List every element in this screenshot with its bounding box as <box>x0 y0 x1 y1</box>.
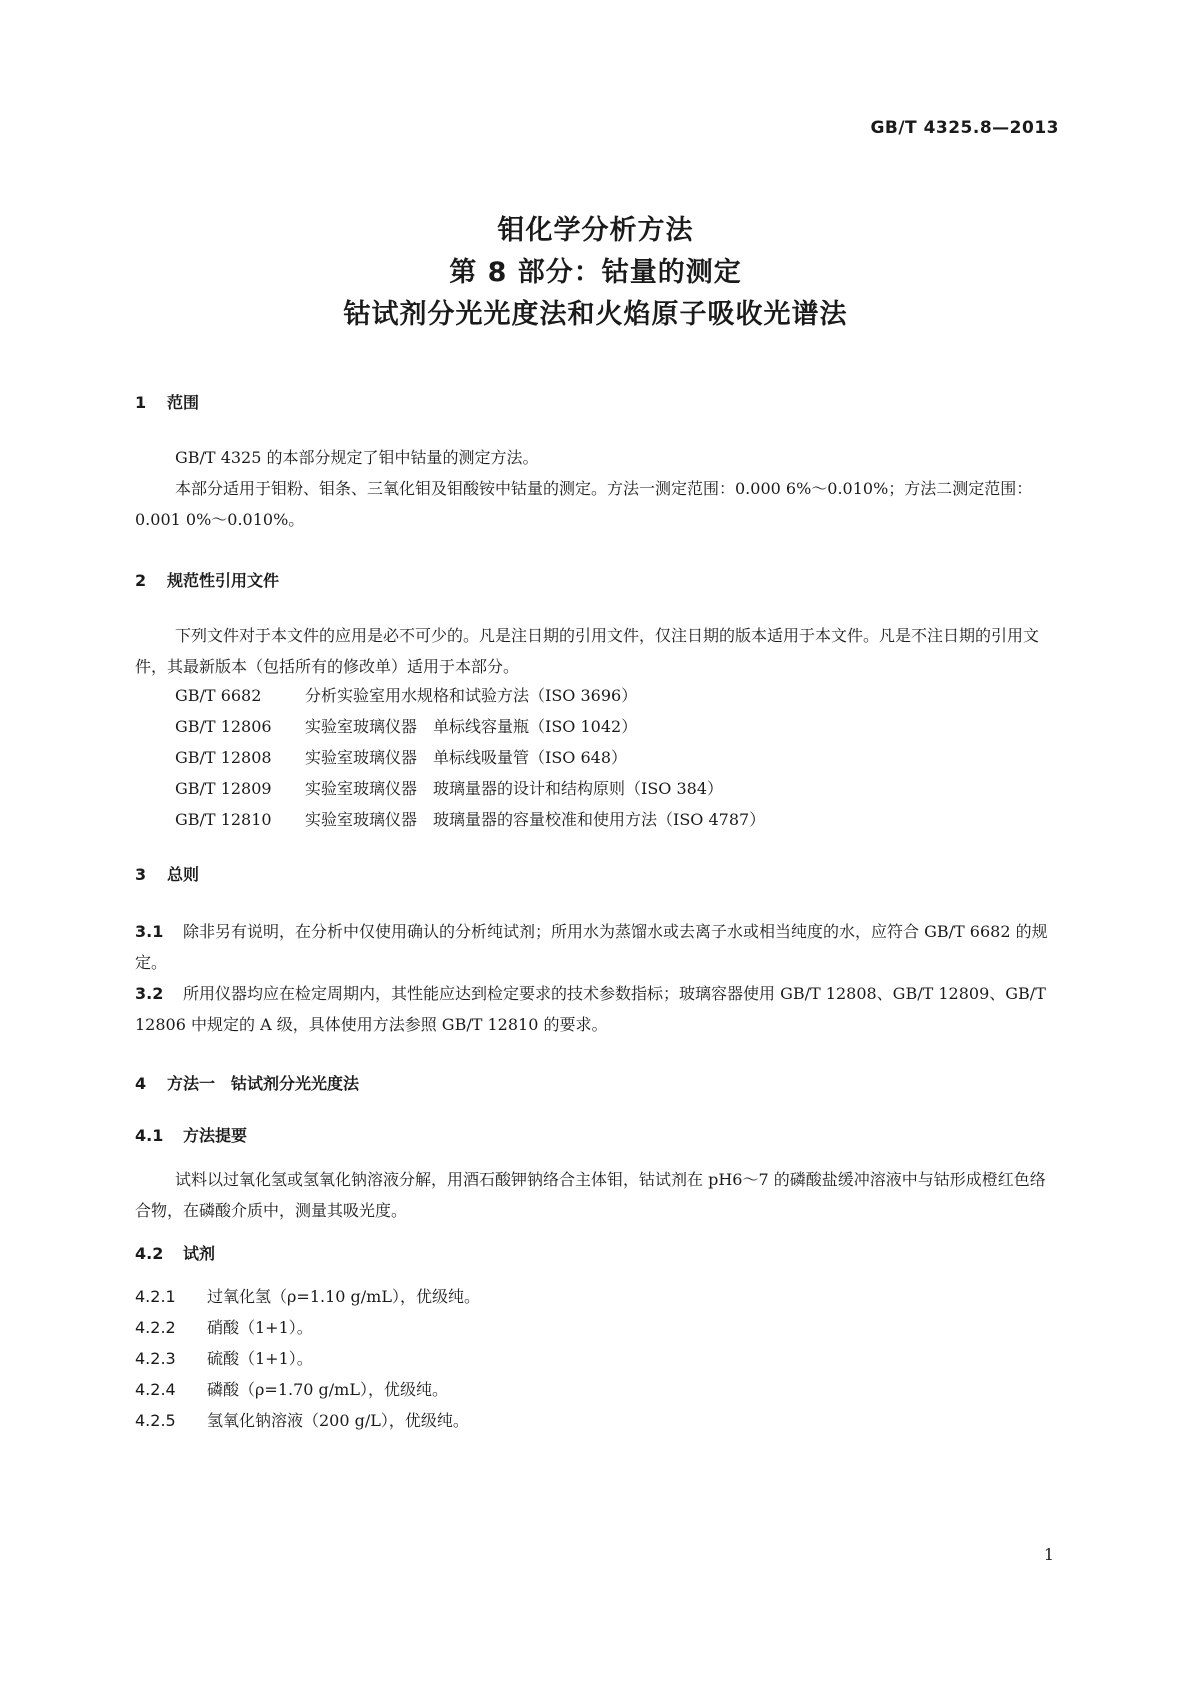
section-3-heading <box>135 862 199 885</box>
reagent-number: 4.2.4 <box>135 1380 176 1399</box>
ref-title: 实验室玻璃仪器 玻璃量器的设计和结构原则（ISO 384） <box>305 779 724 798</box>
page-number: 1 <box>1043 1545 1054 1564</box>
section-1-number: 1 <box>135 393 147 412</box>
reagent-text: 氢氧化钠溶液（200 g/L），优级纯。 <box>207 1411 469 1430</box>
ref-row <box>175 773 723 804</box>
document-title <box>0 210 1191 336</box>
section-2-title: 规范性引用文件 <box>167 571 280 590</box>
section-4-2-title: 试剂 <box>183 1244 216 1263</box>
reagent-text: 磷酸（ρ=1.70 g/mL），优级纯。 <box>207 1380 448 1399</box>
ref-code: GB/T 12806 <box>175 717 272 736</box>
title-line-1: 钼化学分析方法 <box>497 215 694 246</box>
ref-title: 实验室玻璃仪器 单标线容量瓶（ISO 1042） <box>305 717 638 736</box>
ref-code: GB/T 6682 <box>175 686 262 705</box>
clause-3-1-number: 3.1 <box>135 922 164 941</box>
ref-code: GB/T 12810 <box>175 810 272 829</box>
section-4-2-number: 4.2 <box>135 1244 164 1263</box>
title-line-3: 钴试剂分光光度法和火焰原子吸收光谱法 <box>343 299 848 330</box>
section-3-title: 总则 <box>167 865 200 884</box>
section-4-2-heading <box>135 1241 215 1264</box>
section-4-1-title: 方法提要 <box>183 1126 248 1145</box>
reagent-text: 过氧化氢（ρ=1.10 g/mL），优级纯。 <box>207 1287 480 1306</box>
clause-3-2 <box>135 978 1056 1040</box>
section-2-number: 2 <box>135 571 147 590</box>
section-2-heading <box>135 568 279 591</box>
section-4-1-para: 试料以过氧化氢或氢氧化钠溶液分解，用酒石酸钾钠络合主体钼，钴试剂在 pH6～7 的磷酸盐缓冲溶液中与钴形成橙红色络合物，在磷酸介质中，测量其吸光度。 <box>135 1170 1046 1220</box>
clause-3-1-text: 除非另有说明，在分析中仅使用确认的分析纯试剂；所用水为蒸馏水或去离子水或相当纯度的水，应符合 GB/T 6682 的规定。 <box>135 922 1048 972</box>
ref-title: 实验室玻璃仪器 单标线吸量管（ISO 648） <box>305 748 628 767</box>
section-4-number: 4 <box>135 1074 147 1093</box>
standard-code: GB/T 4325.8—2013 <box>870 118 1059 138</box>
ref-code: GB/T 12809 <box>175 779 272 798</box>
ref-title: 分析实验室用水规格和试验方法（ISO 3696） <box>305 686 638 705</box>
section-4-1-heading <box>135 1123 247 1146</box>
ref-row <box>175 804 765 835</box>
section-4-heading <box>135 1071 359 1094</box>
reagent-number: 4.2.3 <box>135 1349 176 1368</box>
section-1-para-2: 本部分适用于钼粉、钼条、三氧化钼及钼酸铵中钴量的测定。方法一测定范围：0.000 6%～0.010%；方法二测定范围：0.001 0%～0.010%。 <box>135 479 1033 529</box>
section-1-para-1: GB/T 4325 的本部分规定了钼中钴量的测定方法。 <box>175 448 539 467</box>
section-4-1-number: 4.1 <box>135 1126 164 1145</box>
clause-3-2-text: 所用仪器均应在检定周期内，其性能应达到检定要求的技术参数指标；玻璃容器使用 GB/T 12808、GB/T 12809、GB/T 12806 中规定的 A 级，具体使用方法参照 GB/T 12810 的要求。 <box>135 984 1046 1034</box>
reagent-item <box>135 1312 313 1343</box>
reagent-text: 硫酸（1+1）。 <box>207 1349 313 1368</box>
section-1-title: 范围 <box>167 393 200 412</box>
section-4-title: 方法一 钴试剂分光光度法 <box>167 1074 360 1093</box>
clause-3-1 <box>135 916 1056 978</box>
reagent-item <box>135 1374 448 1405</box>
title-line-2: 第 8 部分：钴量的测定 <box>449 257 742 288</box>
reagent-item <box>135 1405 469 1436</box>
section-3-number: 3 <box>135 865 147 884</box>
clause-3-2-number: 3.2 <box>135 984 164 1003</box>
reagent-number: 4.2.2 <box>135 1318 176 1337</box>
reagent-item <box>135 1343 313 1374</box>
ref-row <box>175 711 637 742</box>
section-1-heading <box>135 390 199 413</box>
reagent-item <box>135 1281 480 1312</box>
ref-code: GB/T 12808 <box>175 748 272 767</box>
ref-row <box>175 742 627 773</box>
section-2-para-1: 下列文件对于本文件的应用是必不可少的。凡是注日期的引用文件，仅注日期的版本适用于本文件。凡是不注日期的引用文件，其最新版本（包括所有的修改单）适用于本部分。 <box>135 626 1040 676</box>
ref-row <box>175 680 637 711</box>
reagent-number: 4.2.5 <box>135 1411 176 1430</box>
reagent-number: 4.2.1 <box>135 1287 176 1306</box>
reagent-text: 硝酸（1+1）。 <box>207 1318 313 1337</box>
ref-title: 实验室玻璃仪器 玻璃量器的容量校准和使用方法（ISO 4787） <box>305 810 766 829</box>
